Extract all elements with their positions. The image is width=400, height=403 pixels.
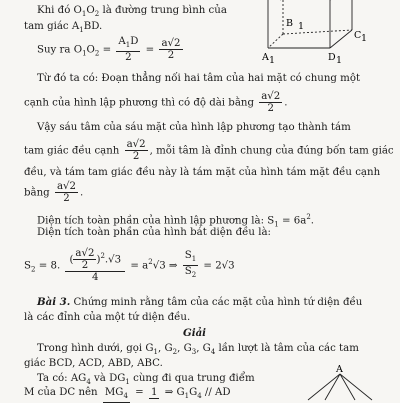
line-3: Suy ra $O_1O_2$ = $\frac{A_1D}{2}$ = $\frac{a√2}{2}$ bbox=[37, 36, 181, 64]
svg-text:1: 1 bbox=[361, 33, 368, 44]
cube-label-c1: C bbox=[354, 30, 362, 41]
line-5: cạnh của hình lập phương thì có độ dài bằng $\frac{a√2}{2}$ . bbox=[24, 91, 288, 114]
fraction-a-root2-over-2: $\frac{a√2}{2}$ bbox=[161, 38, 181, 62]
fraction-a1d-over-2: $\frac{A_1D}{2}$ bbox=[118, 36, 139, 64]
giai-line-2: giác BCD, ACD, ABD, ABC. bbox=[24, 358, 163, 369]
line-2: tam giác $A_1BD$. bbox=[24, 21, 103, 35]
cube-label-b1: B bbox=[286, 18, 293, 29]
bai3-line-1: Bài 3. Chứng minh rằng tâm của các mặt của hình tứ diện đều bbox=[37, 296, 363, 308]
s2-formula: $S_2 = 8$. ( $\frac{a√2}{2}$ )$^2$.√3 4 = $a^2√3$ ⇒ $\frac{S_1}{S_2}$ = 2√3 bbox=[24, 248, 235, 283]
svg-text:1: 1 bbox=[269, 55, 276, 66]
line-6: Vậy sáu tâm của sáu mặt của hình lập phương tạo thành tám bbox=[37, 122, 351, 133]
line-4: Từ đó ta có: Đoạn thẳng nối hai tâm của hai mặt có chung một bbox=[37, 73, 361, 84]
giai-line-3: Ta có: $AG_4$ và $DG_1$ cùng đi qua trung điểm bbox=[37, 373, 255, 387]
cube-label-d1: D bbox=[328, 52, 336, 63]
svg-text:1: 1 bbox=[336, 55, 343, 66]
svg-text:1: 1 bbox=[298, 21, 305, 32]
line-7: tam giác đều cạnh $\frac{a√2}{2}$ , mỗi tâm là đỉnh chung của đúng bốn tam giác bbox=[24, 139, 394, 162]
line-10: Diện tích toàn phần của hình lập phương là: $S_1 = 6a^2$. bbox=[37, 213, 315, 229]
line-1: Khi đó $O_1O_2$ là đường trung bình của bbox=[37, 5, 227, 19]
giai-line-4: M của DC nên $MG_4$ = 1 ⇒ $G_1G_4$ // AD bbox=[24, 387, 231, 403]
tetra-apex-label: A bbox=[336, 364, 343, 375]
line-11: Diện tích toàn phần của hình bát diện đều là: bbox=[37, 227, 271, 238]
cube-label-a1: A bbox=[262, 52, 269, 63]
giai-heading: Giải bbox=[183, 327, 207, 339]
giai-line-1: Trong hình dưới, gọi $G_1$, $G_2$, $G_3$, $G_4$ lần lượt là tâm của các tam bbox=[37, 343, 359, 357]
line-8: đều, và tám tam giác đều này là tám mặt của hình tám mặt đều cạnh bbox=[24, 167, 381, 178]
bai3-line-2: là các đỉnh của một tứ diện đều. bbox=[24, 312, 191, 323]
line-9: bằng $\frac{a√2}{2}$ . bbox=[24, 181, 84, 204]
